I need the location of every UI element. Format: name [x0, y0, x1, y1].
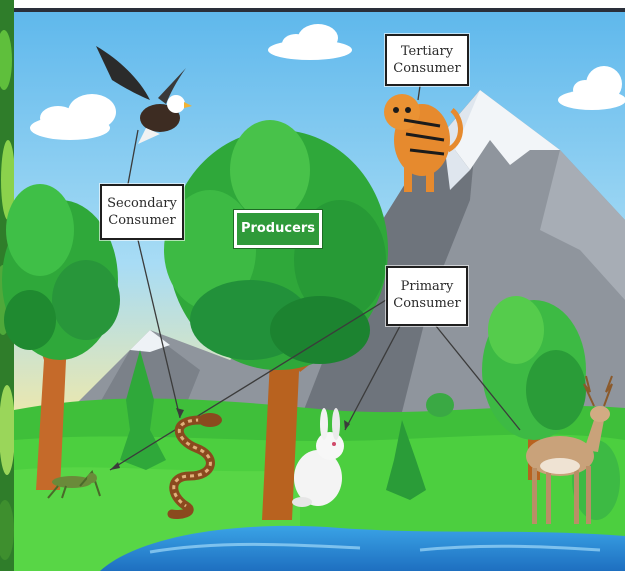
top-border — [12, 8, 625, 12]
primary-label-line2: Consumer — [393, 296, 461, 311]
secondary-consumer-label — [100, 184, 184, 240]
tertiary-consumer-label — [385, 34, 469, 86]
primary-label-line1: Primary — [400, 279, 454, 294]
secondary-label-line1: Secondary — [107, 196, 177, 211]
secondary-label-line2: Consumer — [108, 213, 176, 228]
primary-consumer-label — [386, 266, 468, 326]
tertiary-label-line1: Tertiary — [400, 44, 454, 59]
producers-label: Producers — [234, 210, 322, 248]
tertiary-label-line2: Consumer — [393, 61, 461, 76]
